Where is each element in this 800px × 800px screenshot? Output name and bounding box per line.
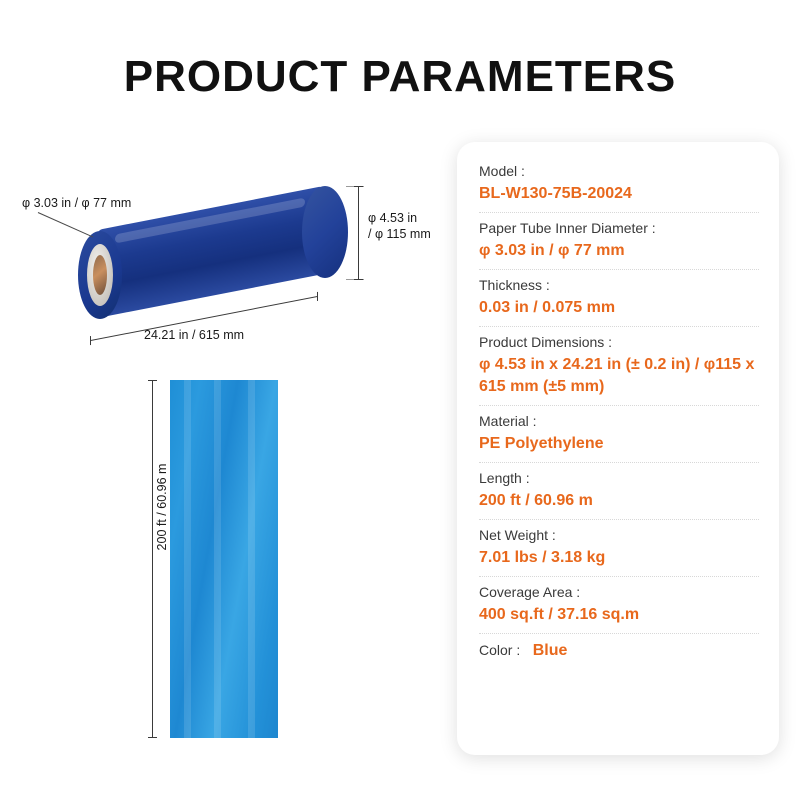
sheet-stripe (248, 380, 255, 738)
spec-row (479, 213, 759, 270)
spec-label-product-dimensions: Product Dimensions : (479, 334, 613, 350)
spec-label-length: Length : (479, 470, 530, 486)
spec-row (479, 156, 759, 213)
spec-value-net-weight: 7.01 lbs / 3.18 kg (479, 549, 606, 566)
inner-diameter-label: φ 3.03 in / φ 77 mm (22, 196, 132, 210)
page-title: PRODUCT PARAMETERS (123, 52, 677, 101)
sheet-stripe (214, 380, 221, 738)
spec-row (479, 270, 759, 327)
outer-diameter-label (368, 210, 431, 242)
spec-label-paper-tube-inner-diameter: Paper Tube Inner Diameter : (479, 220, 656, 236)
spec-value-material: PE Polyethylene (479, 435, 604, 452)
roll-length-label: 24.21 in / 615 mm (144, 328, 245, 342)
spec-label-net-weight: Net Weight : (479, 527, 556, 543)
spec-value-color: Blue (532, 642, 568, 659)
sheet-length-dimension-line (152, 380, 153, 738)
outer-diameter-dimension-line (358, 186, 359, 280)
outer-diameter-label-line2: / φ 115 mm (368, 227, 431, 241)
spec-value-length: 200 ft / 60.96 m (479, 492, 593, 509)
roll-diagram (20, 160, 440, 350)
spec-row (479, 520, 759, 577)
outer-diameter-label-line1: φ 4.53 in (368, 211, 418, 225)
inner-diameter-leader-line (38, 212, 93, 237)
spec-label-material: Material : (479, 413, 537, 429)
roll-cap-right (302, 186, 348, 278)
sheet-length-label: 200 ft / 60.96 m (155, 463, 169, 551)
spec-label-model: Model : (479, 163, 525, 179)
product-illustration (0, 140, 455, 780)
spec-row (479, 406, 759, 463)
spec-value-paper-tube-inner-diameter: φ 3.03 in / φ 77 mm (479, 242, 625, 259)
specification-card (457, 142, 779, 755)
roll-core-inner (93, 255, 107, 295)
spec-row (479, 463, 759, 520)
spec-label-color: Color : (479, 642, 521, 658)
spec-label-thickness: Thickness : (479, 277, 550, 293)
film-sheet (170, 380, 278, 738)
spec-label-coverage-area: Coverage Area : (479, 584, 581, 600)
spec-value-model: BL-W130-75B-20024 (479, 185, 632, 202)
spec-row (479, 577, 759, 634)
spec-row (479, 634, 759, 669)
spec-value-product-dimensions: φ 4.53 in x 24.21 in (± 0.2 in) / φ115 x 615 mm (±5 mm) (479, 356, 755, 395)
spec-value-coverage-area: 400 sq.ft / 37.16 sq.m (479, 606, 640, 623)
spec-row (479, 327, 759, 406)
spec-value-thickness: 0.03 in / 0.075 mm (479, 299, 616, 316)
sheet-stripe (184, 380, 191, 738)
